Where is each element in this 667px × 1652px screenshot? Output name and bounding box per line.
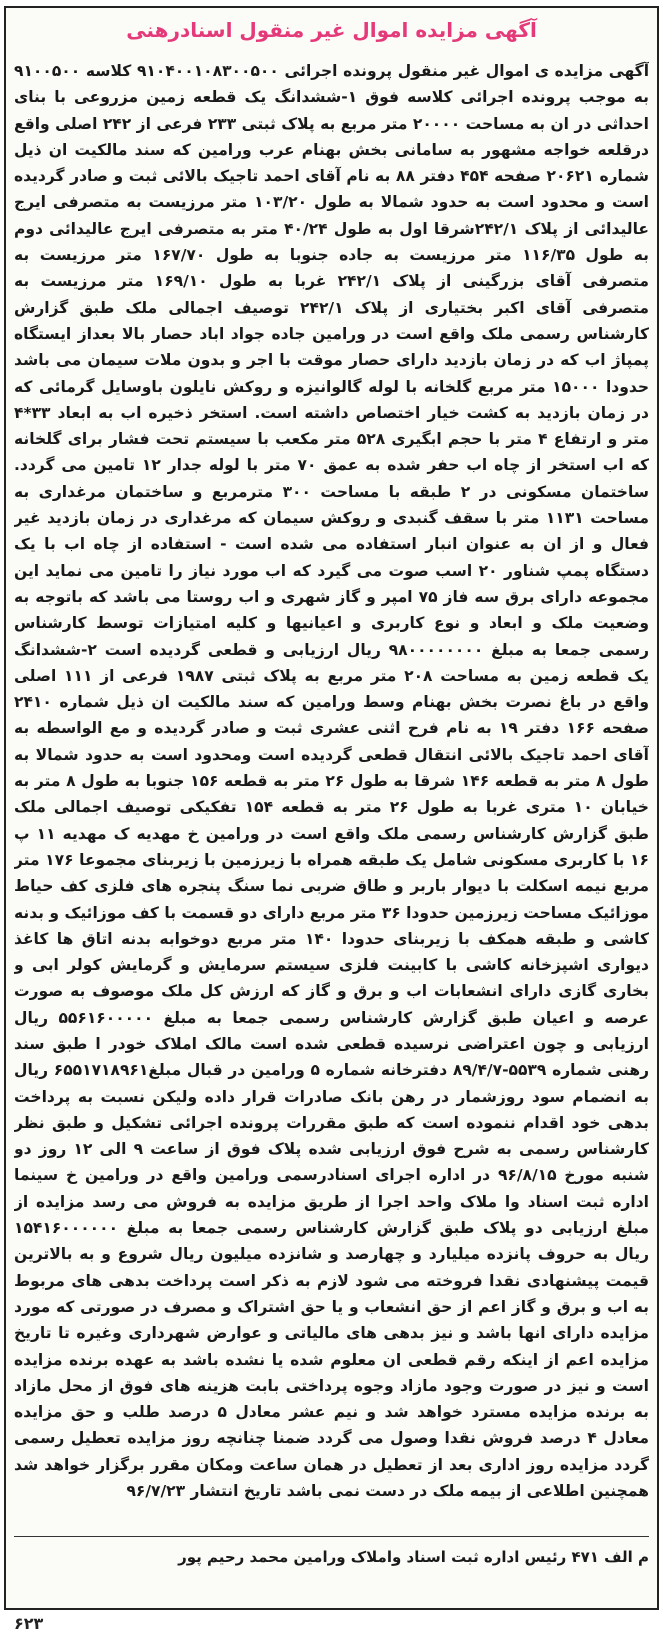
notice-signature: م الف ۴۷۱ رئیس اداره ثبت اسناد واملاک ورامین محمد رحیم پور	[178, 1548, 649, 1566]
page-number: ۶۲۳	[14, 1614, 44, 1633]
notice-title: آگهی مزایده اموال غیر منقول اسنادرهنی	[126, 18, 537, 42]
signature-divider	[14, 1536, 649, 1537]
notice-body: آگهی مزایده ی اموال غیر منقول پرونده اجرائی ۹۱۰۴۰۰۱۰۸۳۰۰۵۰۰ کلاسه ۹۱۰۰۵۰۰ به موجب پرونده اجرائی کلاسه فوق ۱-ششدانگ یک قطعه زمین مزروعی با بنای احداثی در ان به مساحت ۲۰۰۰۰ متر مربع به پلاک ثبتی ۲۳۳ فرعی از ۲۴۲ اصلی واقع درقلعه خواجه مشهور به سامانی بخش بهنام عرب ورامین که سند مالکیت ان ذیل شماره ۲۰۶۲۱ صفحه ۴۵۴ دفتر ۸۸ به نام آقای احمد تاجیک بالائی ثبت و صادر گردیده است و محدود است به حدود شمالا به طول ۱۰۳/۲۰ متر مرزیست به متصرفی ایرج عالیدائی از پلاک ۲۴۲/۱شرقا اول به طول ۴۰/۲۴ متر به متصرفی ایرج عالیدائی دوم به طول ۱۱۶/۳۵ متر مرزیست به جاده جنوبا به طول ۱۶۷/۷۰ متر مرزیست به متصرفی آقای بزرگینی از پلاک ۲۴۲/۱ غربا به طول ۱۶۹/۱۰ متر مرزیست به متصرفی آقای اکبر بختیاری از پلاک ۲۴۲/۱ توصیف اجمالی ملک طبق گزارش کارشناس رسمی ملک واقع است در ورامین جاده جواد اباد حصار بالا بعداز ایستگاه پمپاژ اب که در زمان بازدید دارای حصار موقت با اجر و بدون ملات سیمان می باشد حدودا ۱۵۰۰۰ متر مربع گلخانه با لوله گالوانیزه و روکش نایلون باوسایل گرمائی که در زمان بازدید به کشت خیار اختصاص داشته است. استخر ذخیره اب به ابعاد ۳۳*۴ متر و ارتفاع ۴ متر با حجم ابگیری ۵۲۸ متر مکعب با سیستم تحت فشار برای گلخانه که اب استخر از چاه اب حفر شده به عمق ۷۰ متر با لوله جدار ۱۲ تامین می گردد. ساختمان مسکونی در ۲ طبقه با مساحت ۳۰۰ مترمربع و ساختمان مرغداری به مساحت ۱۱۳۱ متر با سقف گنبدی و روکش سیمان که مرغداری در زمان بازدید غیر فعال و از ان به عنوان انبار استفاده می شده است - استفاده از چاه اب با یک دستگاه پمپ شناور ۲۰ اسب صوت می گیرد که اب مورد نیاز را تامین می نماید این مجموعه دارای برق سه فاز ۷۵ امپر و گاز شهری و اب روستا می باشد که باتوجه به وضعیت ملک و ابعاد و نوع کاربری و اعیانیها و کلیه امتیازات توسط کارشناس رسمی جمعا به مبلغ ۹۸۰۰۰۰۰۰۰۰ ریال ارزیابی و قطعی گردیده است ۲-ششدانگ یک قطعه زمین به مساحت ۲۰۸ متر مربع به پلاک ثبتی ۱۹۸۷ فرعی از ۱۱۱ اصلی واقع در باغ نصرت بخش بهنام وسط ورامین که سند مالکیت ان ذیل شماره ۲۴۱۰ صفحه ۱۶۶ دفتر ۱۹ به نام فرح اثنی عشری ثبت و صادر گردیده و مع الواسطه به آقای احمد تاجیک بالائی انتقال قطعی گردیده است ومحدود است به حدود شمالا به طول ۸ متر به قطعه ۱۴۶ شرقا به طول ۲۶ متر به قطعه ۱۵۶ جنوبا به طول ۸ متر به خیابان ۱۰ متری غربا به طول ۲۶ متر به قطعه ۱۵۴ تفکیکی توصیف اجمالی ملک طبق گزارش کارشناس رسمی ملک واقع است در ورامین خ مهدیه ک مهدیه ۱۱ پ ۱۶ با کاربری مسکونی شامل یک طبقه همراه با زیرزمین با زیربنای مجموعا ۱۷۶ متر مربع نیمه اسکلت با دیوار باربر و طاق ضربی نما سنگ پنجره های فلزی کف حیاط موزائیک مساحت زیرزمین حدودا ۳۶ متر مربع دارای دو قسمت با کف موزائیک و بدنه کاشی و طبقه همکف با زیربنای حدودا ۱۴۰ متر مربع دوخوابه بدنه اتاق ها کاغذ دیواری اشپزخانه کاشی با کابینت فلزی سیستم سرمایش و گرمایش کولر ابی و بخاری گازی دارای انشعابات اب و برق و گاز که ارزش کل ملک موصوف به صورت عرصه و اعیان طبق گزارش کارشناس رسمی جمعا به مبلغ ۵۵۶۱۶۰۰۰۰۰ ریال ارزیابی و چون اعتراضی نرسیده قطعی شده است مالک املاک خودر ا طبق سند رهنی شماره ۵۵۳۹-۸۹/۴/۷ دفترخانه شماره ۵ ورامین در قبال مبلغ۶۵۵۱۷۱۸۹۶۱ ریال به انضمام سود روزشمار در رهن بانک صادرات قرار داده ولیکن نسبت به پرداخت بدهی خود اقدام ننموده است که طبق مقررات پرونده اجرائی تشکیل و طبق نظر کارشناس رسمی به شرح فوق ارزیابی شده پلاک فوق از ساعت ۹ الی ۱۲ روز دو شنبه مورخ ۹۶/۸/۱۵ در اداره اجرای اسنادرسمی ورامین واقع در ورامین خ سینما اداره ثبت اسناد وا ملاک واحد اجرا از طریق مزایده به فروش می رسد مزایده از مبلغ ارزیابی دو پلاک طبق گزارش کارشناس رسمی جمعا به مبلغ ۱۵۴۱۶۰۰۰۰۰۰ ریال به حروف پانزده میلیارد و چهارصد و شانزده میلیون ریال شروع و به بالاترین قیمت پیشنهادی نقدا فروخته می شود لازم به ذکر است پرداخت بدهی های مربوط به اب و برق و گاز اعم از حق انشعاب و یا حق اشتراک و مصرف در صورتی که مورد مزایده دارای انها باشد و نیز بدهی های مالیاتی و عوارض شهرداری وغیره تا تاریخ مزایده اعم از اینکه رقم قطعی ان معلوم شده یا نشده باشد به عهده برنده مزایده است و نیز در صورت وجود مازاد وجوه پرداختی بابت هزینه های فوق از محل مازاد به برنده مزایده مسترد خواهد شد و نیم عشر معادل ۵ درصد طلب و حق مزایده معادل ۴ درصد فروش نقدا وصول می گردد ضمنا چنانچه روز مزایده تعطیل رسمی گردد مزایده روز اداری بعد از تعطیل در همان ساعت ومکان مقرر برگزار خواهد شد همچنین اطلاعی از بیمه ملک در دست نمی باشد تاریخ انتشار ۹۶/۷/۲۳	[14, 62, 649, 1501]
auction-notice	[4, 6, 659, 1610]
